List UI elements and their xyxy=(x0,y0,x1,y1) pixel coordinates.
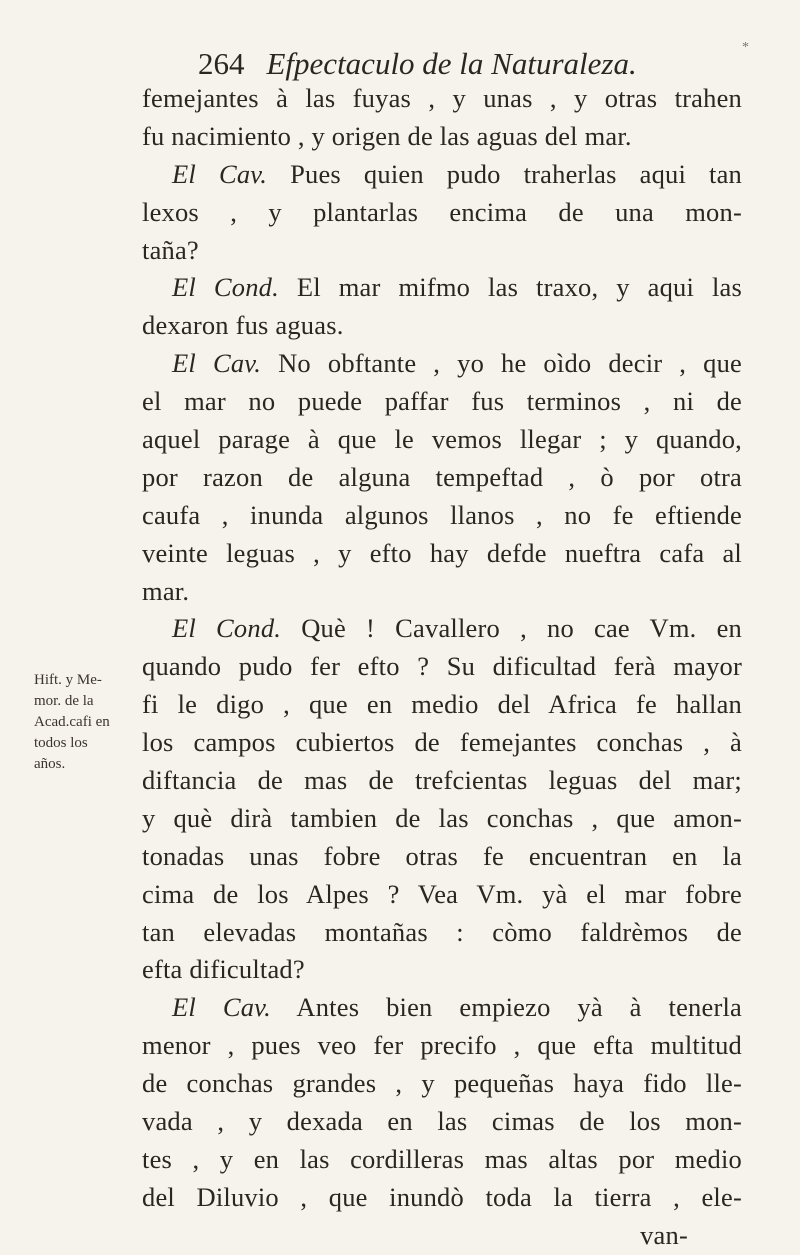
text-line xyxy=(142,80,742,118)
text-line xyxy=(142,307,742,345)
line-text: diftancia de mas de trefcientas leguas del mar; xyxy=(142,765,742,796)
running-title: Efpectaculo de la Naturaleza. xyxy=(266,46,637,81)
speaker-label: El Cav. xyxy=(172,158,268,189)
text-line xyxy=(142,838,742,876)
text-line xyxy=(142,989,742,1027)
text-line xyxy=(142,232,742,270)
page-mark: * xyxy=(742,40,749,55)
text-line xyxy=(142,459,742,497)
marginal-note-line: Acad.cafi en xyxy=(34,714,110,730)
line-text: fi le digo , que en medio del Africa fe hallan xyxy=(142,689,742,720)
marginal-note-line: mor. de la xyxy=(34,693,94,709)
line-text: No obftante , yo he oìdo decir , que xyxy=(261,348,742,379)
text-line xyxy=(142,1141,742,1179)
line-text: Què ! Cavallero , no cae Vm. en xyxy=(281,613,742,644)
text-line xyxy=(142,269,742,307)
line-text: de conchas grandes , y pequeñas haya fido lle- xyxy=(142,1068,742,1099)
line-text: mar. xyxy=(142,575,190,606)
line-text: fu nacimiento , y origen de las aguas del mar. xyxy=(142,120,632,151)
marginal-note-line: Hift. y Me- xyxy=(34,672,102,688)
line-text: Pues quien pudo traherlas aqui tan xyxy=(267,158,742,189)
line-text: el mar no puede paffar fus terminos , ni de xyxy=(142,386,742,417)
line-text: femejantes à las fuyas , y unas , y otras trahen xyxy=(142,83,742,113)
line-text: quando pudo fer efto ? Su dificultad ferà mayor xyxy=(142,651,742,682)
speaker-label: El Cav. xyxy=(172,348,262,379)
text-line xyxy=(142,421,742,459)
line-text: aquel parage à que le vemos llegar ; y quando, xyxy=(142,424,742,455)
speaker-label: El Cond. xyxy=(172,613,282,644)
line-text: menor , pues veo fer precifo , que efta multitud xyxy=(142,1030,742,1061)
text-line xyxy=(142,800,742,838)
text-line xyxy=(142,914,742,952)
line-text: El mar mifmo las traxo, y aqui las xyxy=(278,272,742,303)
text-line xyxy=(142,724,742,762)
speaker-label: El Cond. xyxy=(172,272,279,303)
line-text: van- xyxy=(640,1219,688,1250)
text-line xyxy=(142,535,742,573)
line-text: Antes bien empiezo yà à tenerla xyxy=(270,992,742,1023)
text-line xyxy=(142,194,742,232)
running-header xyxy=(198,46,738,82)
line-text: tan elevadas montañas : còmo faldrèmos de xyxy=(142,916,742,947)
text-line xyxy=(142,156,742,194)
line-text: del Diluvio , que inundò toda la tierra , ele- xyxy=(142,1181,742,1212)
text-line xyxy=(142,610,742,648)
text-line xyxy=(142,497,742,535)
speaker-label: El Cav. xyxy=(172,992,271,1023)
line-text: caufa , inunda algunos llanos , no fe eftiende xyxy=(142,499,742,530)
line-text: por razon de alguna tempeftad , ò por otra xyxy=(142,461,742,492)
marginal-note-line: años. xyxy=(34,756,66,772)
text-line xyxy=(142,951,742,989)
page-number: 264 xyxy=(198,46,245,81)
text-line xyxy=(142,345,742,383)
text-line xyxy=(142,686,742,724)
line-text: los campos cubiertos de femejantes conchas , à xyxy=(142,727,742,758)
line-text: dexaron fus aguas. xyxy=(142,310,344,341)
body-text xyxy=(142,80,742,1255)
line-text: vada , y dexada en las cimas de los mon- xyxy=(142,1106,742,1137)
text-line xyxy=(142,1103,742,1141)
text-line xyxy=(142,876,742,914)
line-text: taña? xyxy=(142,234,199,265)
line-text: y què dirà tambien de las conchas , que amon- xyxy=(142,802,742,833)
line-text: tes , y en las cordilleras mas altas por medio xyxy=(142,1143,742,1174)
text-line xyxy=(142,1217,742,1255)
text-line xyxy=(142,573,742,611)
line-text: lexos , y plantarlas encima de una mon- xyxy=(142,196,742,227)
marginal-note-line: todos los xyxy=(34,735,88,751)
line-text: tonadas unas fobre otras fe encuentran en la xyxy=(142,840,742,871)
text-line xyxy=(142,1027,742,1065)
text-line xyxy=(142,383,742,421)
line-text: efta dificultad? xyxy=(142,954,305,985)
line-text: cima de los Alpes ? Vea Vm. yà el mar fobre xyxy=(142,878,742,909)
text-line xyxy=(142,1065,742,1103)
text-line xyxy=(142,118,742,156)
text-line xyxy=(142,762,742,800)
text-line xyxy=(142,1179,742,1217)
marginal-note xyxy=(34,670,134,775)
line-text: veinte leguas , y efto hay defde nueftra cafa al xyxy=(142,537,742,568)
text-line xyxy=(142,648,742,686)
